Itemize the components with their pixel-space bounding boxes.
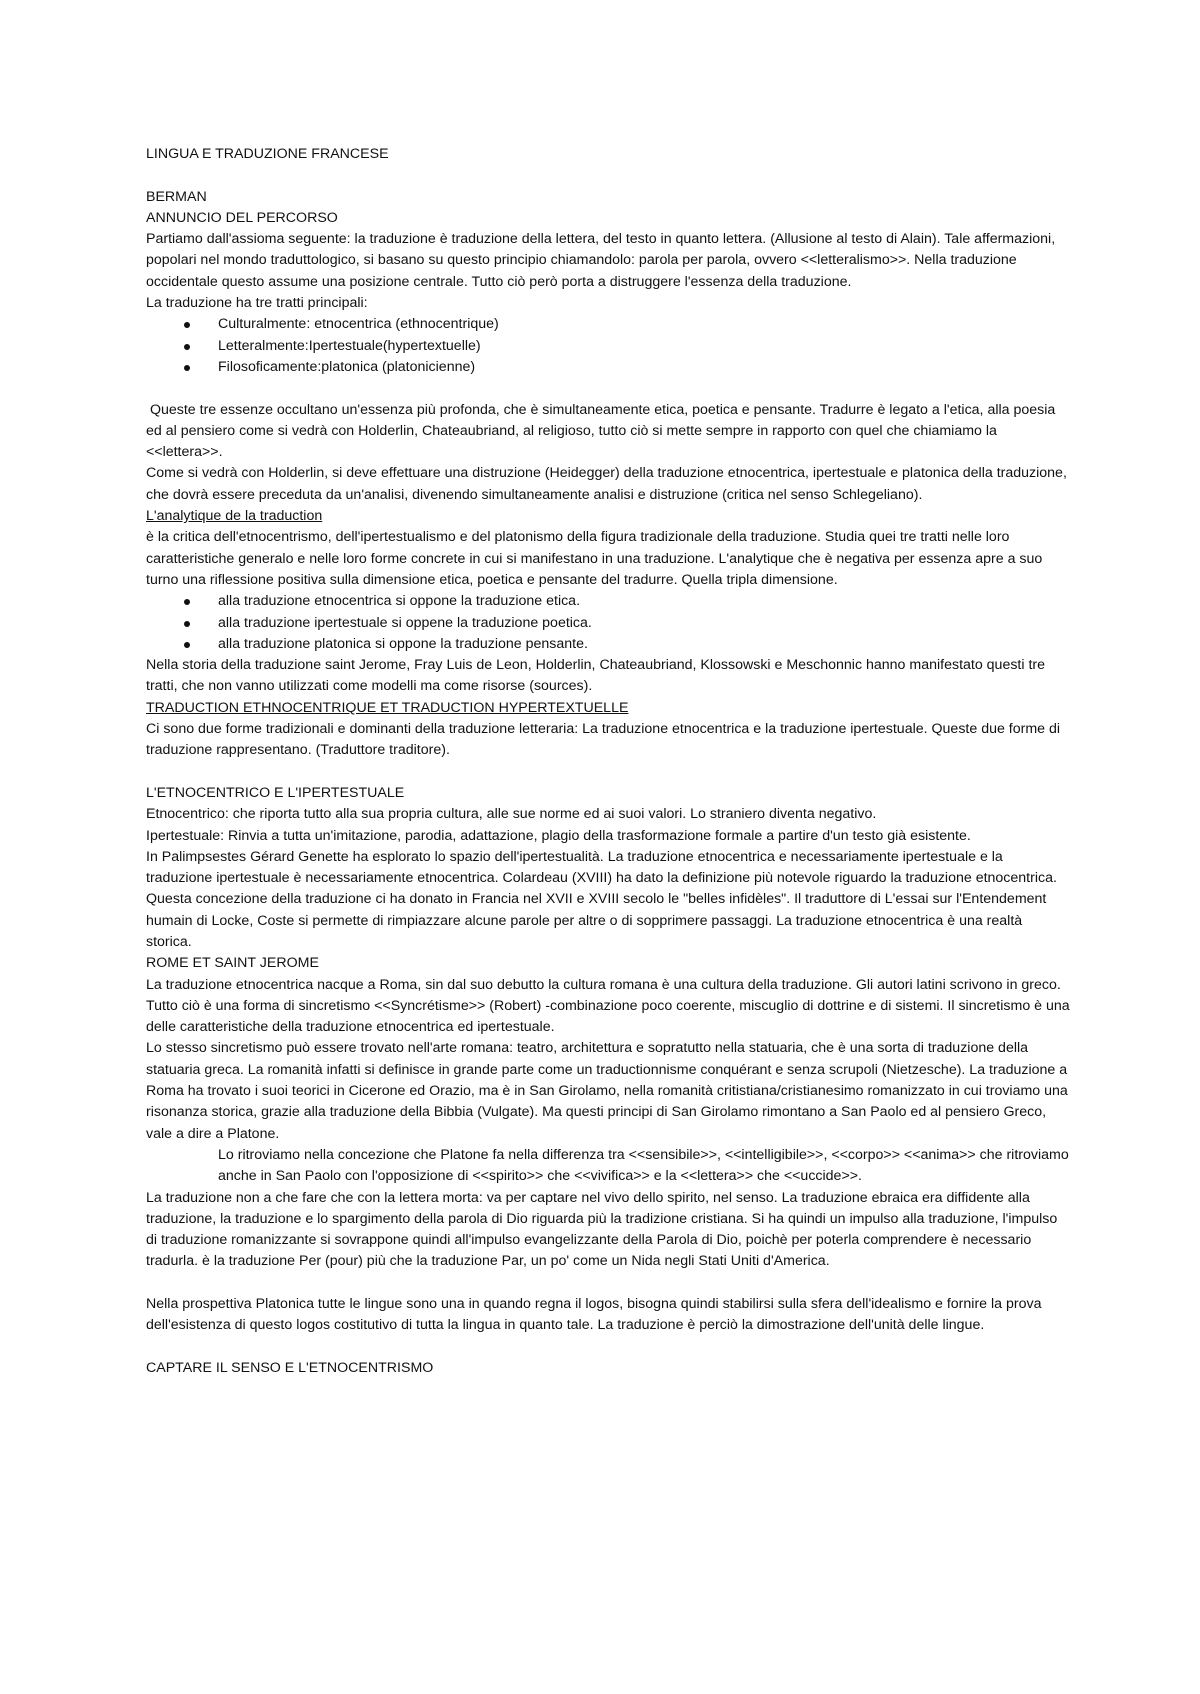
list-item-text: Culturalmente: etnocentrica (ethnocentrique) [218, 316, 499, 333]
paragraph: Etnocentrico: che riporta tutto alla sua propria cultura, alle sue norme ed ai suoi valori. Lo straniero diventa negativo. [146, 806, 877, 823]
list-item [146, 314, 1070, 335]
paragraph: La traduzione etnocentrica nacque a Roma, sin dal suo debutto la cultura romana è una cultura della traduzione. Gli autori latini scrivono in greco. Tutto ciò è una forma di sincretismo <<Syncrétisme>> (Robert) -combinazione poco coerente, miscuglio di dottrine e di sistemi. Il sincretismo è una delle caratteristiche della traduzione etnocentrica ed ipertestuale. [146, 976, 1070, 1036]
list-item-text: alla traduzione platonica si oppone la traduzione pensante. [218, 635, 588, 652]
bullet-icon [184, 621, 190, 627]
paragraph: La traduzione non a che fare che con la lettera morta: va per captare nel vivo dello spirito, nel senso. La traduzione ebraica era diffidente alla traduzione, la traduzione e lo spargimento della parola di Dio riguarda più la tradizione cristiana. Si ha quindi un impulso alla traduzione, l'impulso di traduzione romanizzante si sovrappone quindi all'impulso evangelizzante della Parola di Dio, poichè per poterla comprendere è necessario tradurla. è la traduzione Per (pour) più che la traduzione Par, un po' come un Nida negli Stati Uniti d'America. [146, 1189, 1058, 1270]
section-heading-annuncio: ANNUNCIO DEL PERCORSO [146, 209, 338, 226]
paragraph: Ci sono due forme tradizionali e dominanti della traduzione letteraria: La traduzione etnocentrica e la traduzione ipertestuale. Queste due forme di traduzione rappresentano. (Traduttore traditore). [146, 721, 1061, 759]
author-heading: BERMAN [146, 188, 207, 205]
list-item-text: Filosoficamente:platonica (platonicienne) [218, 358, 476, 375]
list-item [146, 591, 1070, 612]
bullet-list-tratti [146, 314, 1070, 378]
list-item [146, 357, 1070, 378]
bullet-icon [184, 599, 190, 605]
paragraph: Partiamo dall'assioma seguente: la traduzione è traduzione della lettera, del testo in quanto lettera. (Allusione al testo di Alain). Tale affermazioni, popolari nel mondo traduttologico, si basano su questo principio chiamandolo: parola per parola, ovvero <<letteralismo>>. Nella traduzione occidentale questo assume una posizione centrale. Tutto ciò però porta a distruggere l'essenza della traduzione. [146, 231, 1056, 290]
paragraph: è la critica dell'etnocentrismo, dell'ipertestualismo e del platonismo della figura tradizionale della traduzione. Studia quei tre tratti nelle loro caratteristiche generalo e nelle loro forme concrete in cui si manifestano in una traduzione. L'analytique che è negativa per essenza apre a suo turno una riflessione positiva sulla dimensione etica, poetica e pensante del tradurre. Quella tripla dimensione. [146, 529, 1043, 588]
paragraph: Queste tre essenze occultano un'essenza più profonda, che è simultaneamente etica, poetica e pensante. Tradurre è legato a l'etica, alla poesia ed al pensiero come si vedrà con Holderlin, Chateaubriand, al religioso, tutto ciò si mette sempre in rapporto con quel che chiamiamo la <<lettera>>. [146, 401, 1060, 461]
spacer [146, 1273, 1070, 1294]
document-title: LINGUA E TRADUZIONE FRANCESE [146, 146, 389, 162]
paragraph: Questa concezione della traduzione ci ha donato in Francia nel XVII e XVIII secolo le "belles infidèles". Il traduttore di L'essai sur l'Entendement humain di Locke, Coste si permette di rimpiazzare alcune parole per altre o di sopprimere passaggi. La traduzione etnocentrica è una realtà storica. [146, 891, 1047, 950]
list-item [146, 613, 1070, 634]
indented-paragraph: Lo ritroviamo nella concezione che Platone fa nella differenza tra <<sensibile>>, <<intelligibile>>, <<corpo>> <<anima>> che ritroviamo anche in San Paolo con l'opposizione di <<spirito>> che <<vivifica>> e la <<lettera>> che <<uccide>>. [218, 1146, 1069, 1185]
section-heading-captare: CAPTARE IL SENSO E L'ETNOCENTRISMO [146, 1359, 434, 1376]
spacer [146, 762, 1070, 783]
paragraph: Lo stesso sincretismo può essere trovato nell'arte romana: teatro, architettura e sopratutto nella statuaria, che è una sorta di traduzione della statuaria greca. La romanità infatti si definisce in grande parte come un traductionnisme conquérant e senza scrupoli (Nietzesche). La traduzione a Roma ha trovato i suoi teorici in Cicerone ed Orazio, ma è in San Girolamo, nella romanità critistiana/cristianesimo romanizzato in cui troviamo una risonanza storica, grazie alla traduzione della Bibbia (Vulgate). Ma questi principi di San Girolamo rimontano a San Paolo ed al pensiero Greco, vale a dire a Platone. [146, 1040, 1068, 1142]
list-item-text: Letteralmente:Ipertestuale(hypertextuelle) [218, 337, 481, 354]
section-heading-etnocentrico: L'ETNOCENTRICO E L'IPERTESTUALE [146, 784, 405, 801]
list-item [146, 634, 1070, 655]
section-heading-analytique: L'analytique de la traduction [146, 508, 323, 525]
bullet-icon [184, 642, 190, 648]
paragraph: Nella prospettiva Platonica tutte le lingue sono una in quando regna il logos, bisogna quindi stabilirsi sulla sfera dell'idealismo e fornire la prova dell'esistenza di questo logos costitutivo di tutta la lingua in quanto tale. La traduzione è perciò la dimostrazione dell'unità delle lingue. [146, 1296, 1042, 1334]
list-item-text: alla traduzione ipertestuale si oppene la traduzione poetica. [218, 614, 592, 631]
list-item-text: alla traduzione etnocentrica si oppone la traduzione etica. [218, 593, 581, 610]
bullet-list-oppositions [146, 591, 1070, 655]
spacer [146, 1337, 1070, 1358]
section-heading-rome: ROME ET SAINT JEROME [146, 955, 319, 972]
spacer [146, 165, 1070, 186]
bullet-icon [184, 344, 190, 350]
paragraph: Nella storia della traduzione saint Jerome, Fray Luis de Leon, Holderlin, Chateaubriand, Klossowski e Meschonnic hanno manifestato questi tre tratti, che non vanno utilizzati come modelli ma come risorse (sources). [146, 657, 1046, 695]
section-heading-traduction: TRADUCTION ETHNOCENTRIQUE ET TRADUCTION HYPERTEXTUELLE [146, 699, 629, 716]
paragraph: In Palimpsestes Gérard Genette ha esplorato lo spazio dell'ipertestualità. La traduzione etnocentrica e necessariamente ipertestuale e la traduzione ipertestuale è necessariamente etnocentrica. Colardeau (XVIII) ha dato la definizione più notevole riguardo la traduzione etnocentrica. [146, 848, 1057, 887]
spacer [146, 378, 1070, 399]
list-item [146, 336, 1070, 357]
paragraph: Come si vedrà con Holderlin, si deve effettuare una distruzione (Heidegger) della traduzione etnocentrica, ipertestuale e platonica della traduzione, che dovrà essere preceduta da un'analisi, divenendo simultaneamente analisi e distruzione (critica nel senso Schlegeliano). [146, 465, 1067, 503]
bullet-icon [184, 365, 190, 371]
bullet-icon [184, 322, 190, 328]
paragraph: Ipertestuale: Rinvia a tutta un'imitazione, parodia, adattazione, plagio della trasformazione formale a partire d'un testo già esistente. [146, 827, 971, 844]
paragraph: La traduzione ha tre tratti principali: [146, 295, 368, 312]
